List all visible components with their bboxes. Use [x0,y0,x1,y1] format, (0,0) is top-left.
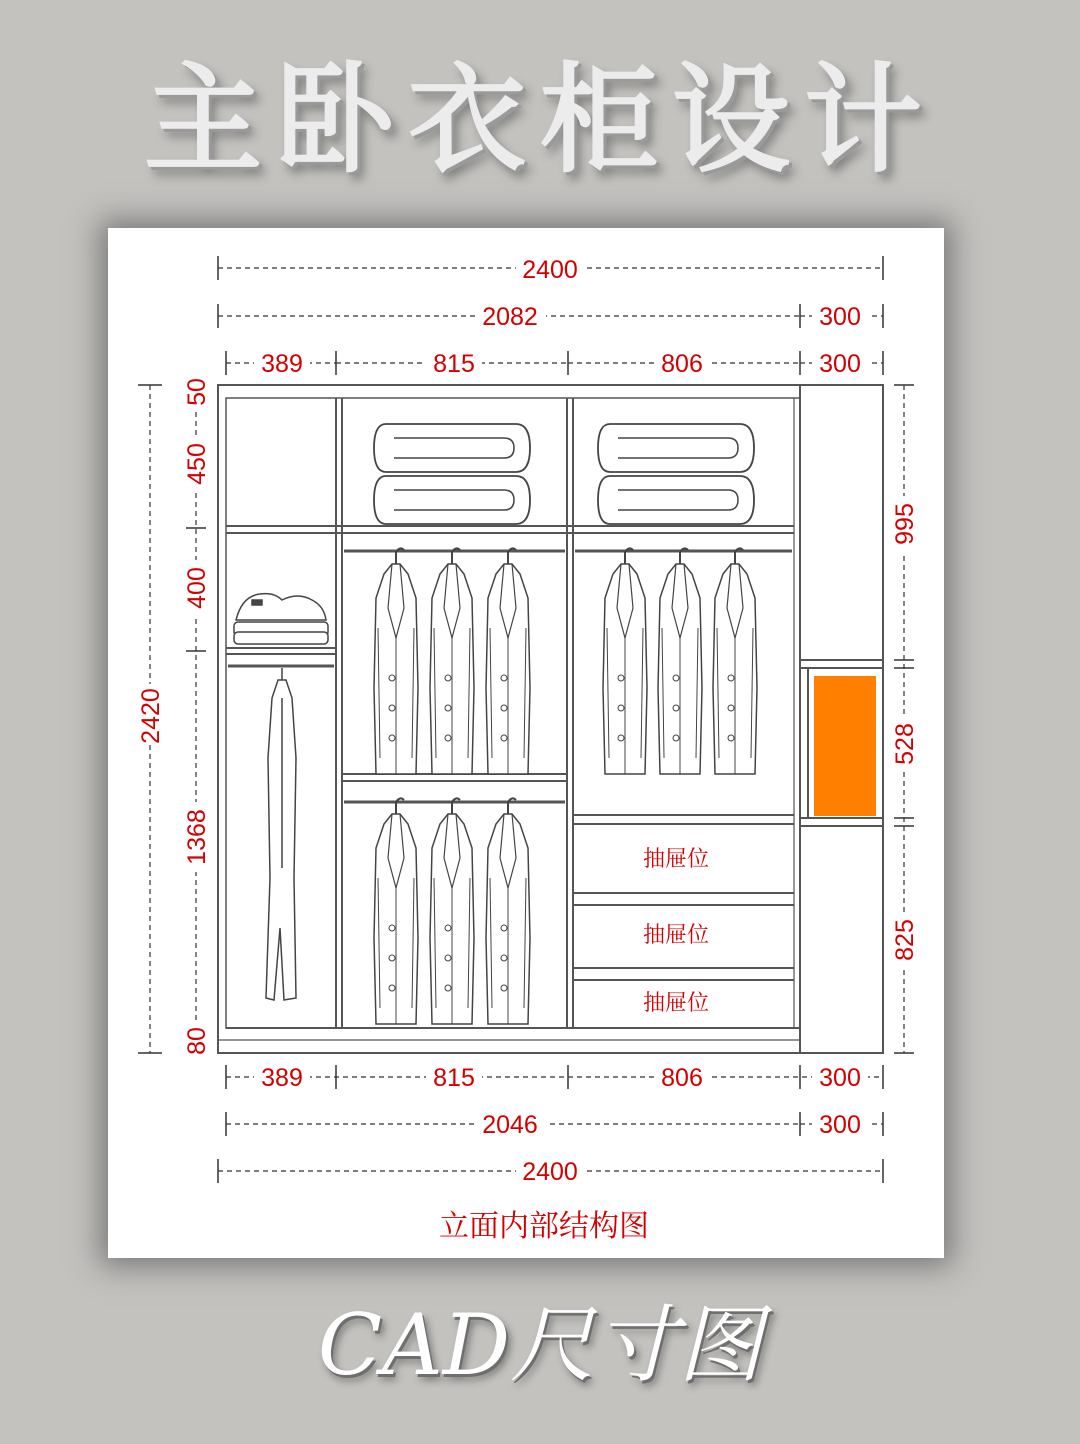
dim-col-3: 806 [661,350,703,378]
dim-top-total: 2400 [522,256,578,284]
hanging-coat-icon [374,798,418,1024]
hanging-coat-icon [603,548,647,774]
dim-left-50: 50 [183,378,211,406]
folded-clothes-icon [234,594,328,644]
dim-left-1368: 1368 [183,809,211,865]
drawing-sheet [108,228,944,1258]
dim-right-995: 995 [891,503,919,545]
drawing-caption: 立面内部结构图 [439,1209,649,1244]
side-cabinet-orange-panel [814,676,876,816]
coats-upper-right [603,548,757,774]
dim-col-4: 300 [819,350,861,378]
dim-bottom-total: 2400 [522,1158,578,1186]
bottom-dimensions [218,1077,883,1171]
folded-towel-icon [374,424,530,524]
dim-left-400: 400 [183,567,211,609]
dim-col-2: 815 [433,350,475,378]
hanging-coat-icon [374,548,418,774]
drawer-label-2: 抽屉位 [642,923,710,948]
hanging-coat-icon [658,548,702,774]
folded-towel-icon [598,424,754,524]
dim-bottom-side: 300 [819,1111,861,1139]
hanging-coat-icon [713,548,757,774]
dim-bottom-col-4: 300 [819,1064,861,1092]
hanging-coat-icon [430,548,474,774]
hanging-coat-icon [486,798,530,1024]
dim-height-total: 2420 [137,688,165,744]
dim-right-825: 825 [891,919,919,961]
dim-top-side: 300 [819,303,861,331]
dim-top-main: 2082 [482,303,538,331]
wardrobe-frame [218,385,883,1053]
drawer-label-1: 抽屉位 [642,847,710,872]
dim-left-80: 80 [183,1027,211,1055]
coats-upper-middle [374,548,530,774]
page-subtitle: CAD尺寸图 [317,1296,763,1394]
dim-bottom-main: 2046 [482,1111,538,1139]
hanging-coat-icon [430,798,474,1024]
hanging-coat-icon [266,668,296,1000]
drawer-label-3: 抽屉位 [642,991,710,1016]
dim-left-450: 450 [183,443,211,485]
coats-lower-middle [374,798,530,1024]
wardrobe-elevation-drawing [108,228,944,1258]
page-title: 主卧衣柜设计 [143,50,936,189]
dim-right-528: 528 [891,723,919,765]
dim-bottom-col-2: 815 [433,1064,475,1092]
hanging-coat-icon [486,548,530,774]
dim-bottom-col-1: 389 [261,1064,303,1092]
dim-bottom-col-3: 806 [661,1064,703,1092]
dim-col-1: 389 [261,350,303,378]
